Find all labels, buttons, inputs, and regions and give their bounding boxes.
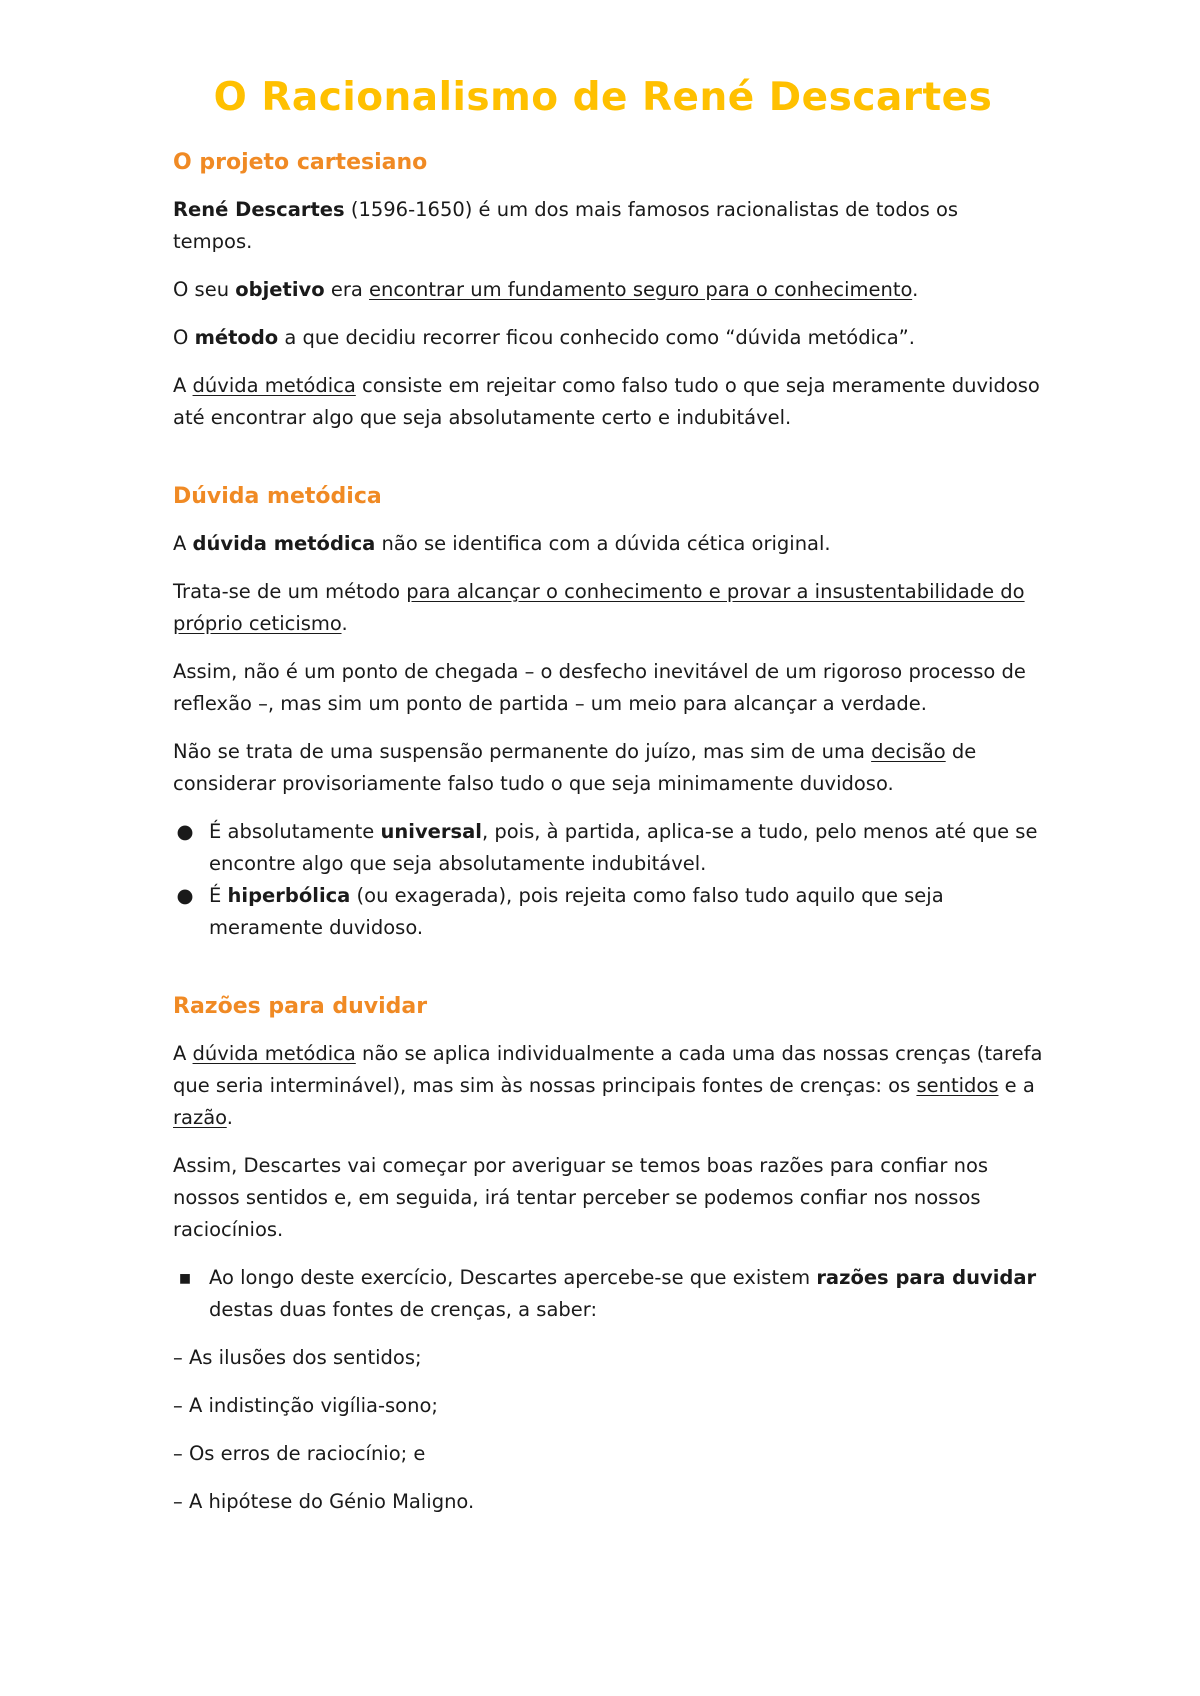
paragraph: Assim, Descartes vai começar por averiguar se temos boas razões para confiar nos nossos sentidos e, em seguida, irá tentar perceber se podemos confiar nos nossos raciocínios. xyxy=(173,1154,989,1241)
underlined-text: decisão xyxy=(871,740,946,763)
list-item: ▪ Ao longo deste exercício, Descartes apercebe-se que existem razões para duvidar destas duas fontes de crenças, a saber: xyxy=(173,1262,1043,1326)
underlined-text: razão xyxy=(173,1106,227,1129)
underlined-text: dúvida metódica xyxy=(192,374,356,397)
bold-text: dúvida metódica xyxy=(192,532,376,555)
bullet-dot-icon: ● xyxy=(176,820,194,843)
underlined-text: dúvida metódica xyxy=(192,1042,356,1065)
dash-list-item: – Os erros de raciocínio; e xyxy=(173,1442,426,1465)
bold-text: hiperbólica xyxy=(227,884,351,907)
dash-list-item: – A indistinção vigília-sono; xyxy=(173,1394,438,1417)
paragraph: Não se trata de uma suspensão permanente do juízo, mas sim de uma decisão de considerar provisoriamente falso tudo o que seja minimamente duvidoso. xyxy=(173,740,977,795)
document-page xyxy=(173,70,1043,1566)
underlined-text: sentidos xyxy=(916,1074,999,1097)
bold-text: René Descartes xyxy=(173,198,345,221)
paragraph: A dúvida metódica não se identifica com a dúvida cética original. xyxy=(173,532,831,555)
paragraph: A dúvida metódica consiste em rejeitar como falso tudo o que seja meramente duvidoso até encontrar algo que seja absolutamente certo e indubitável. xyxy=(173,374,1040,429)
list-item: ● É absolutamente universal, pois, à partida, aplica-se a tudo, pelo menos até que se encontre algo que seja absolutamente indubitável. xyxy=(173,816,1043,880)
list-item: ● É hiperbólica (ou exagerada), pois rejeita como falso tudo aquilo que seja meramente duvidoso. xyxy=(173,880,1043,944)
paragraph: Trata-se de um método para alcançar o conhecimento e provar a insustentabilidade do próprio ceticismo. xyxy=(173,580,1025,635)
bold-text: universal xyxy=(380,820,482,843)
bold-text: método xyxy=(194,326,279,349)
section-projeto-cartesiano xyxy=(173,148,1043,434)
square-bullet-list xyxy=(173,1262,1043,1326)
bold-text: objetivo xyxy=(235,278,325,301)
paragraph: O método a que decidiu recorrer ficou conhecido como “dúvida metódica”. xyxy=(173,326,915,349)
paragraph: René Descartes (1596-1650) é um dos mais famosos racionalistas de todos os tempos. xyxy=(173,198,959,253)
underlined-text: para alcançar o conhecimento e provar a insustentabilidade do próprio ceticismo xyxy=(173,580,1025,635)
bullet-list xyxy=(173,816,1043,944)
section-heading: Razões para duvidar xyxy=(173,994,428,1019)
document-title: O Racionalismo de René Descartes xyxy=(213,75,993,120)
section-heading: O projeto cartesiano xyxy=(173,150,428,175)
dash-list-item: – A hipótese do Génio Maligno. xyxy=(173,1490,475,1513)
square-bullet-icon: ▪ xyxy=(178,1266,192,1289)
paragraph: Assim, não é um ponto de chegada – o desfecho inevitável de um rigoroso processo de reflexão –, mas sim um ponto de partida – um meio para alcançar a verdade. xyxy=(173,660,1026,715)
section-duvida-metodica xyxy=(173,482,1043,944)
underlined-text: encontrar um fundamento seguro para o conhecimento xyxy=(369,278,913,301)
section-heading: Dúvida metódica xyxy=(173,484,382,509)
section-razoes-para-duvidar xyxy=(173,992,1043,1518)
bold-text: razões para duvidar xyxy=(816,1266,1037,1289)
dash-list-item: – As ilusões dos sentidos; xyxy=(173,1346,422,1369)
paragraph: A dúvida metódica não se aplica individualmente a cada uma das nossas crenças (tarefa que seria interminável), mas sim às nossas principais fontes de crenças: os sentidos e a razão. xyxy=(173,1042,1043,1129)
paragraph: O seu objetivo era encontrar um fundamento seguro para o conhecimento. xyxy=(173,278,919,301)
bullet-dot-icon: ● xyxy=(176,884,194,907)
